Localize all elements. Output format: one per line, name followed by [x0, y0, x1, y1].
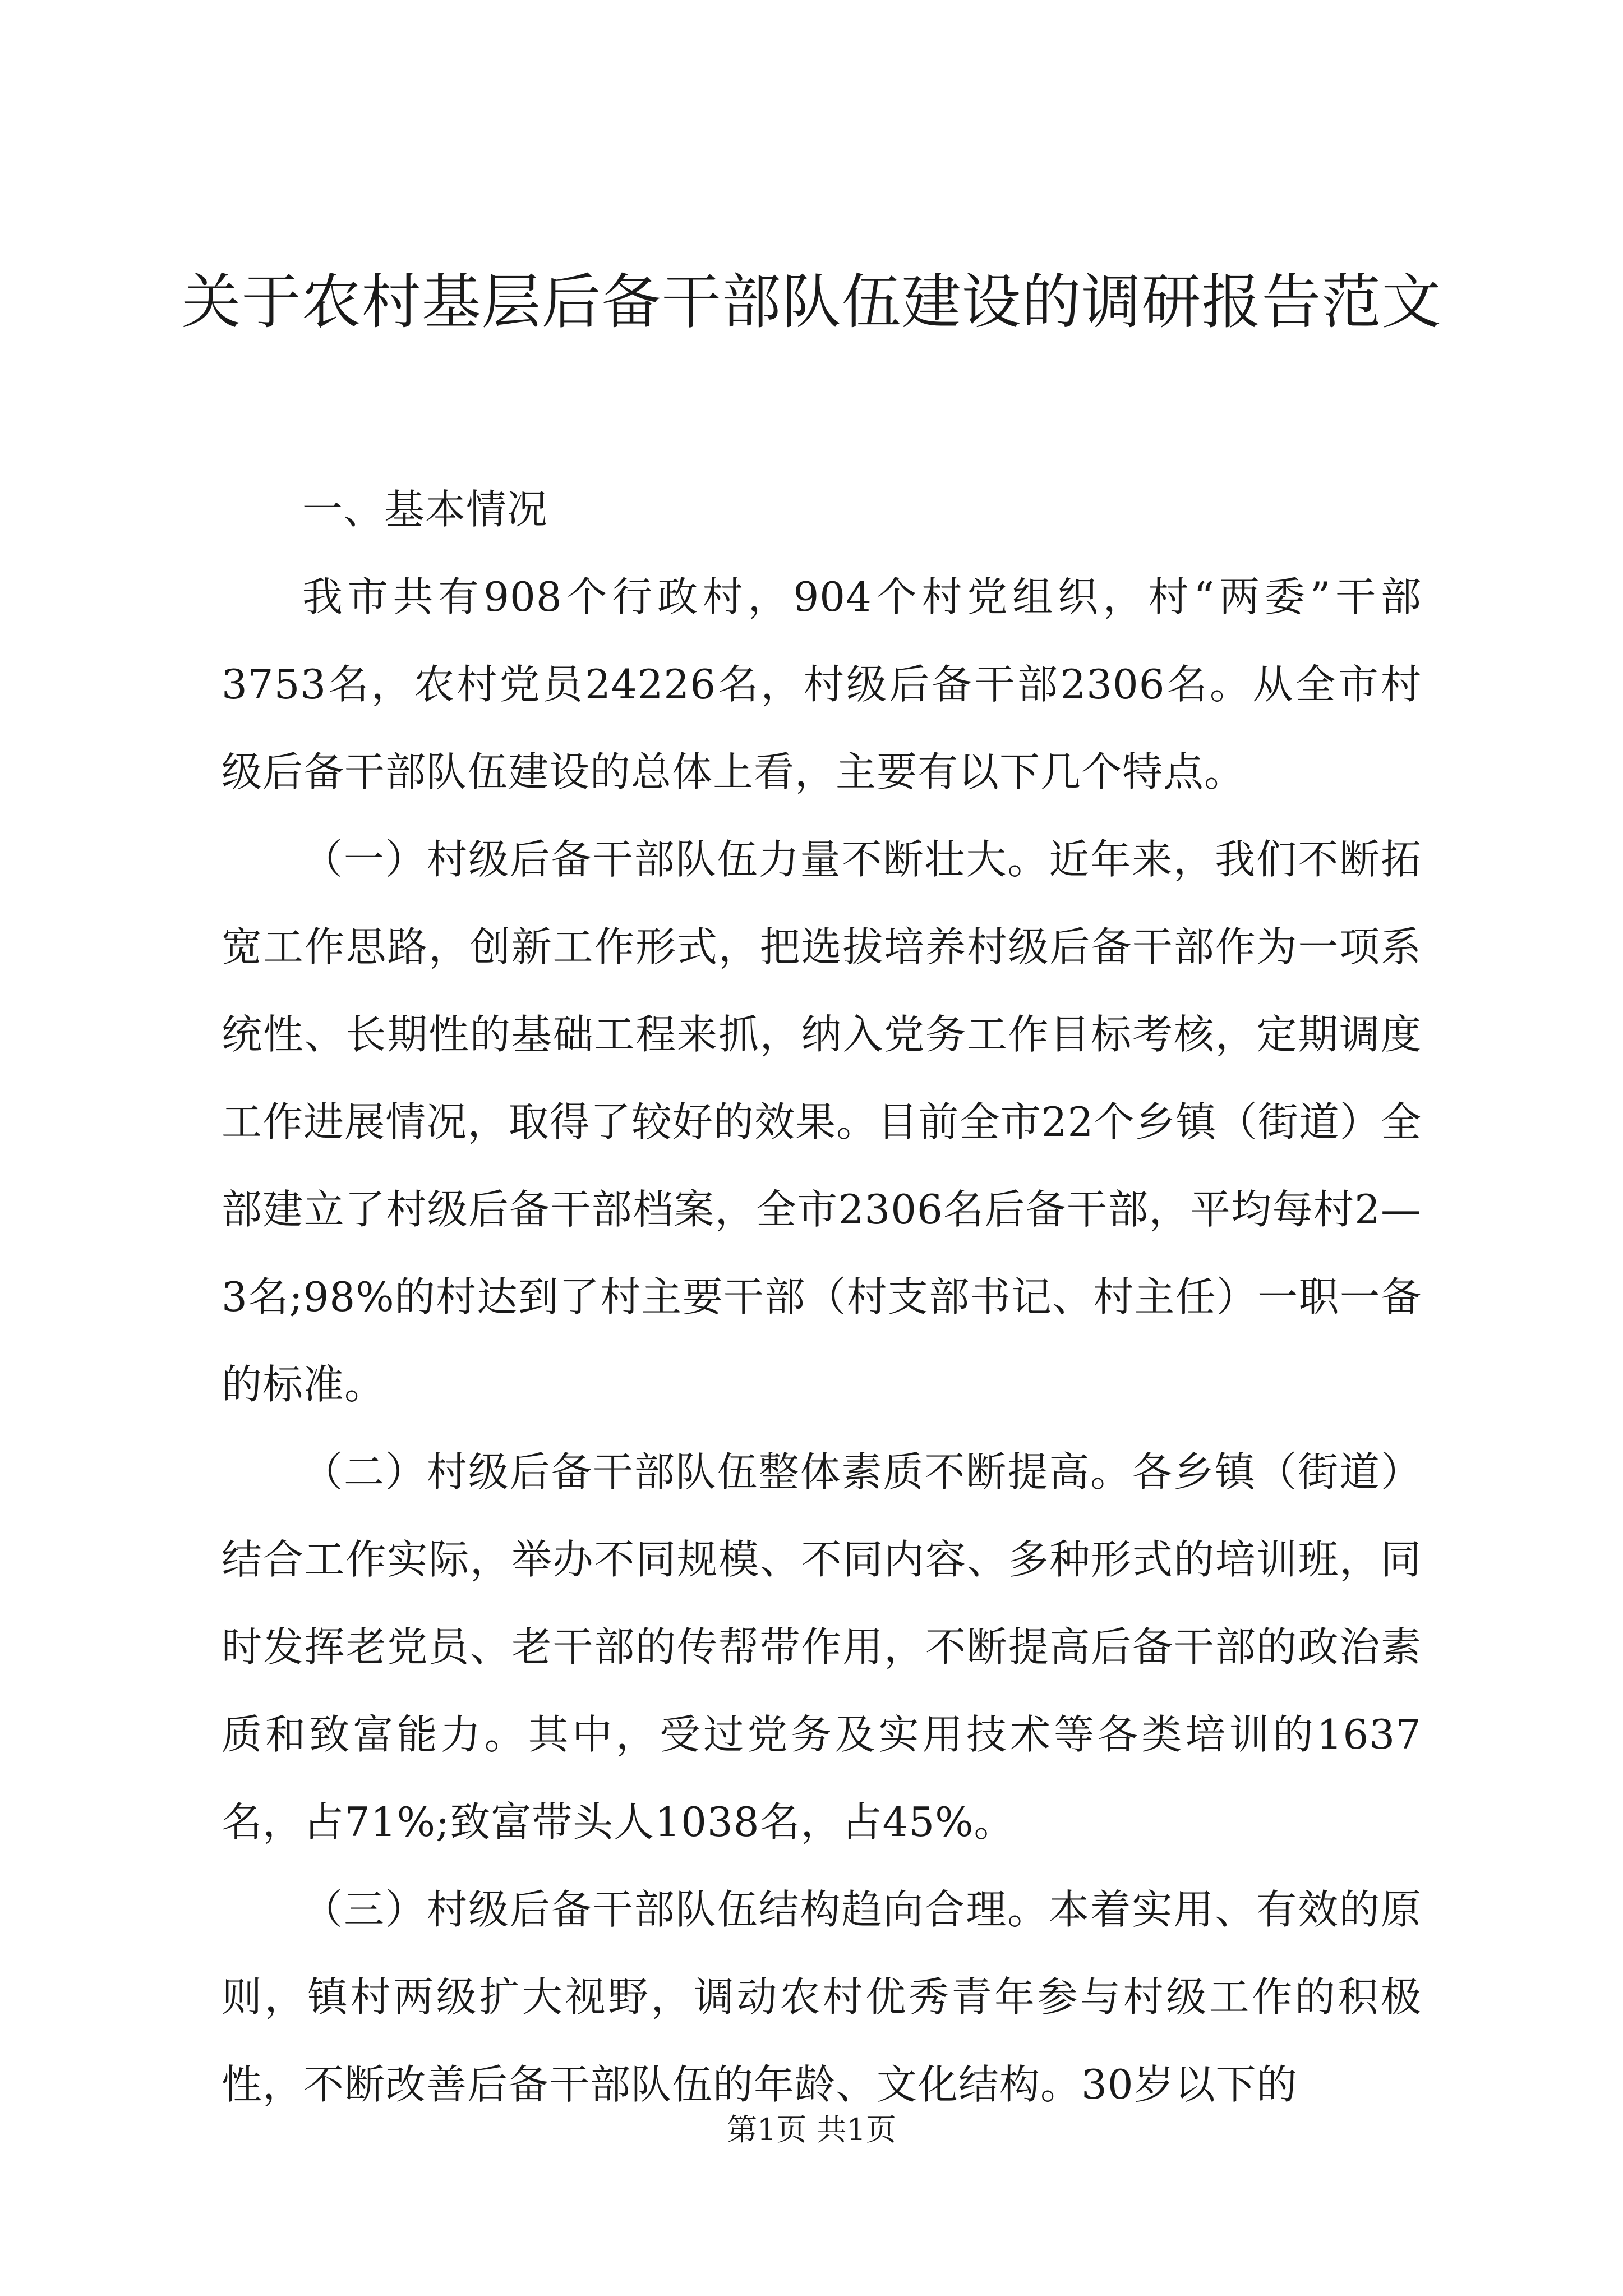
body-paragraph: （三）村级后备干部队伍结构趋向合理。本着实用、有效的原则，镇村两级扩大视野，调动农村优秀青年参与村级工作的积极性，不断改善后备干部队伍的年龄、文化结构。30岁以下的 — [222, 1886, 1422, 2108]
page-footer: 第1页 共1页 — [727, 2112, 896, 2147]
body-paragraph: （二）村级后备干部队伍整体素质不断提高。各乡镇（街道）结合工作实际，举办不同规模、不同内容、多种形式的培训班，同时发挥老党员、老干部的传帮带作用，不断提高后备干部的政治素质和致富能力。其中，受过党务及实用技术等各类培训的1637名，占71%;致富带头人1038名，占45%。 — [222, 1448, 1422, 1846]
body-paragraph: 我市共有908个行政村，904个村党组织，村“两委”干部3753名，农村党员24226名，村级后备干部2306名。从全市村级后备干部队伍建设的总体上看，主要有以下几个特点。 — [222, 573, 1422, 795]
section-heading: 一、基本情况 — [302, 486, 548, 533]
body-paragraph: （一）村级后备干部队伍力量不断壮大。近年来，我们不断拓宽工作思路，创新工作形式，把选拔培养村级后备干部作为一项系统性、长期性的基础工程来抓，纳入党务工作目标考核，定期调度工作进展情况，取得了较好的效果。目前全市22个乡镇（街道）全部建立了村级后备干部档案，全市2306名后备干部，平均每村2—3名;98%的村达到了村主要干部（村支部书记、村主任）一职一备的标准。 — [222, 836, 1422, 1408]
document-title: 关于农村基层后备干部队伍建设的调研报告范文 — [181, 268, 1442, 337]
document-body — [222, 466, 1422, 2128]
